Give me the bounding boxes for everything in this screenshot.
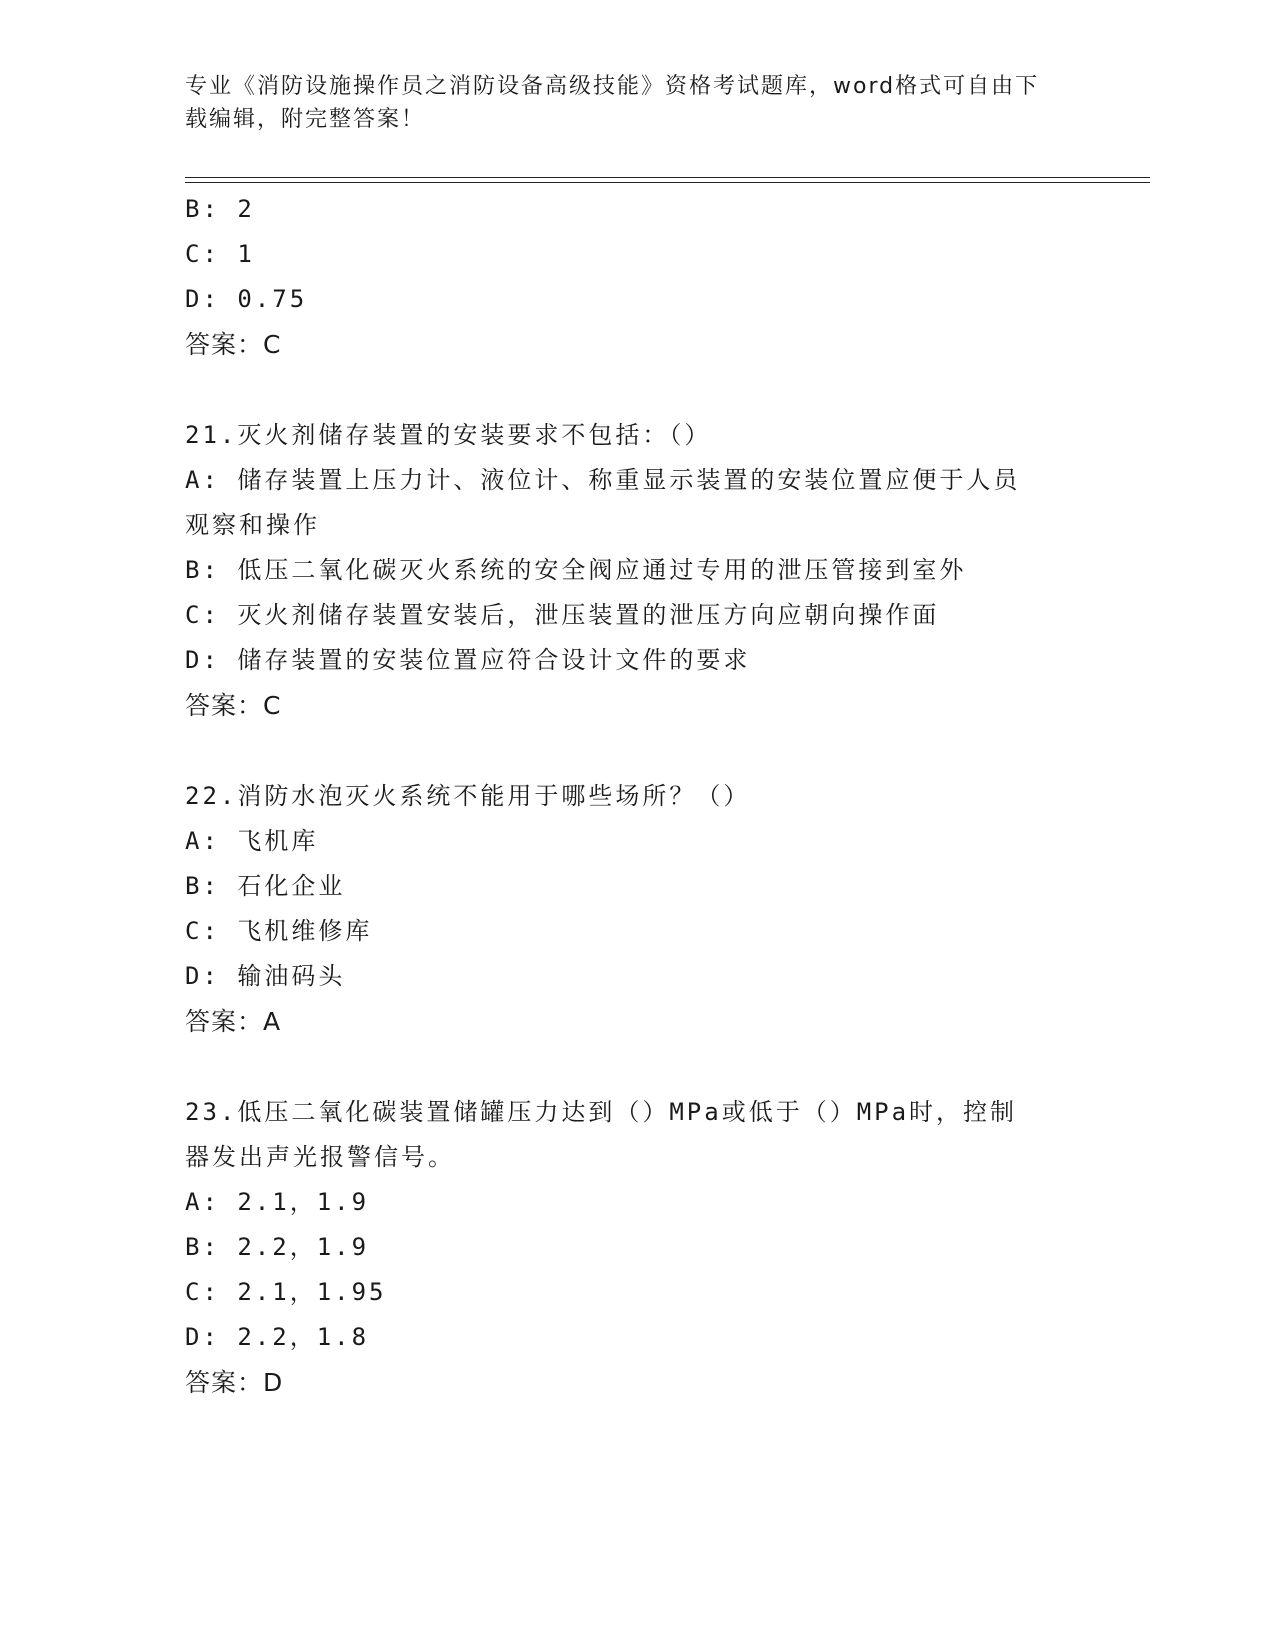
option-line: D: 0.75 — [185, 285, 308, 313]
option-line: C: 飞机维修库 — [185, 917, 373, 945]
header-divider-top — [185, 177, 1150, 178]
option-line: D: 储存装置的安装位置应符合设计文件的要求 — [185, 646, 751, 674]
question-list — [185, 187, 1085, 1405]
question-stem-continued: 器发出声光报警信号。 — [185, 1143, 455, 1171]
answer-line: 答案：A — [185, 1007, 282, 1036]
option-line: A: 储存装置上压力计、液位计、称重显示装置的安装位置应便于人员 — [185, 466, 1021, 494]
document-header — [185, 70, 1065, 136]
question-block-21 — [185, 413, 1085, 728]
header-divider-bottom — [185, 182, 1150, 183]
option-line: A: 2.1，1.9 — [185, 1188, 370, 1216]
option-line: A: 飞机库 — [185, 827, 319, 855]
option-line: C: 灭火剂储存装置安装后，泄压装置的泄压方向应朝向操作面 — [185, 601, 940, 629]
header-line-2: 载编辑，附完整答案！ — [185, 107, 426, 132]
option-line: D: 2.2，1.8 — [185, 1323, 370, 1351]
answer-line: 答案：D — [185, 1368, 284, 1397]
question-block-22 — [185, 774, 1085, 1044]
question-stem: 23.低压二氧化碳装置储罐压力达到（）MPa或低于（）MPa时，控制 — [185, 1098, 1018, 1126]
question-stem: 22.消防水泡灭火系统不能用于哪些场所？（） — [185, 782, 751, 810]
previous-question-block — [185, 187, 1085, 367]
answer-line: 答案：C — [185, 330, 282, 359]
option-line: B: 2 — [185, 195, 255, 223]
answer-line: 答案：C — [185, 691, 282, 720]
option-line: 观察和操作 — [185, 511, 320, 539]
option-line: B: 石化企业 — [185, 872, 346, 900]
option-line: D: 输油码头 — [185, 962, 346, 990]
option-line: B: 低压二氧化碳灭火系统的安全阀应通过专用的泄压管接到室外 — [185, 556, 967, 584]
question-stem: 21.灭火剂储存装置的安装要求不包括：（） — [185, 421, 712, 449]
question-block-23 — [185, 1090, 1085, 1405]
option-line: B: 2.2，1.9 — [185, 1233, 370, 1261]
header-line-1: 专业《消防设施操作员之消防设备高级技能》资格考试题库，word格式可自由下 — [185, 74, 1040, 99]
option-line: C: 1 — [185, 240, 255, 268]
option-line: C: 2.1，1.95 — [185, 1278, 387, 1306]
